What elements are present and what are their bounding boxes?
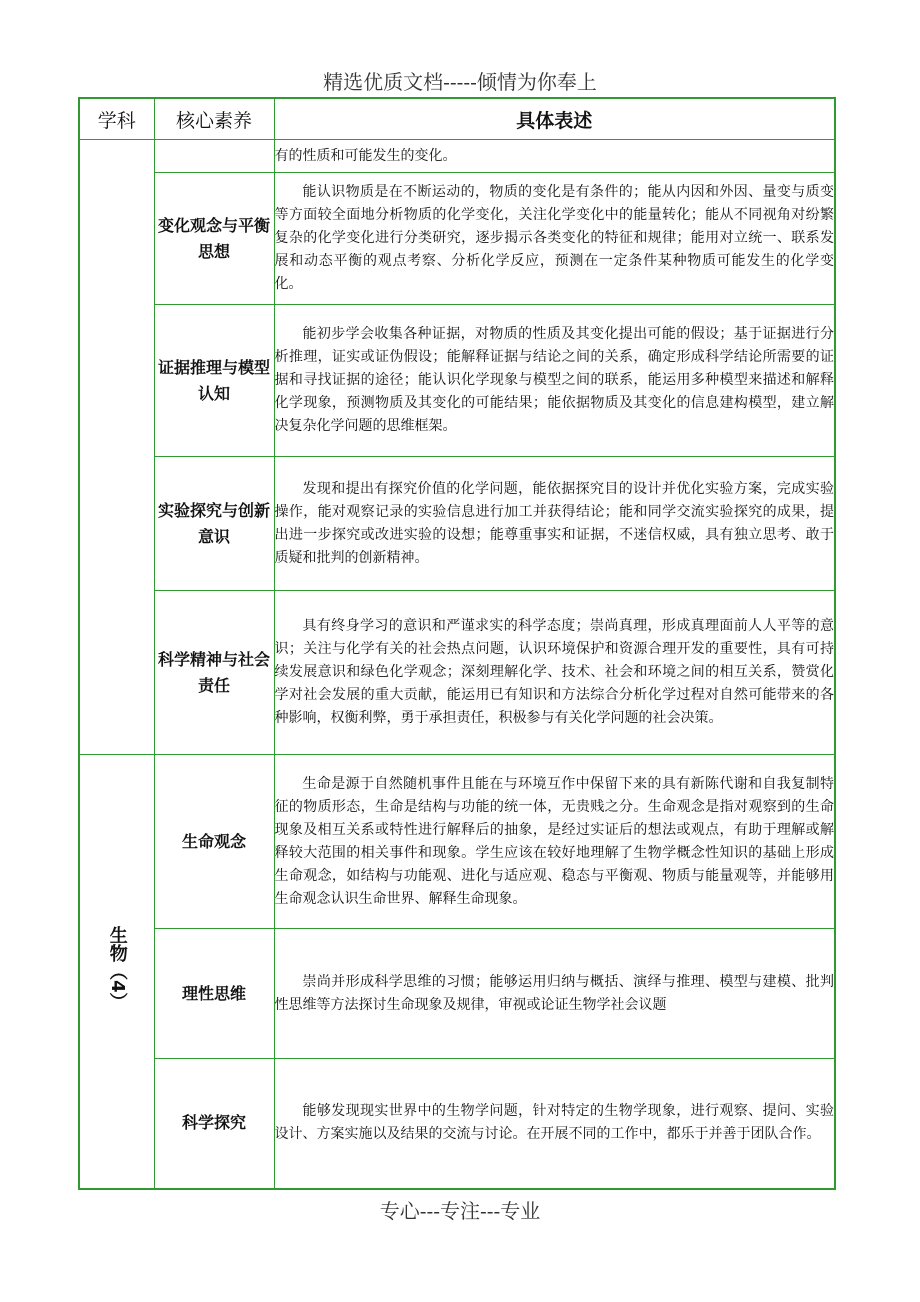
table-row <box>79 591 835 755</box>
description-text: 具有终身学习的意识和严谨求实的科学态度；崇尚真理，形成真理面前人人平等的意识；关注与化学有关的社会热点问题，认识环境保护和资源合理开发的重要性，具有可持续发展意识和绿色化学观念；深刻理解化学、技术、社会和环境之间的相互关系，赞赏化学对社会发展的重大贡献，能运用已有知识和方法综合分析化学过程对自然可能带来的各种影响，权衡利弊，勇于承担责任，积极参与有关化学问题的社会决策。 <box>274 618 834 726</box>
table-header-row <box>79 98 835 140</box>
header-competency: 核心素养 <box>154 98 274 140</box>
description-cell <box>274 457 835 591</box>
description-text: 能认识物质是在不断运动的，物质的变化是有条件的；能从内因和外因、量变与质变等方面较全面地分析物质的化学变化，关注化学变化中的能量转化；能从不同视角对纷繁复杂的化学变化进行分类研究，逐步揭示各类变化的特征和规律；能用对立统一、联系发展和动态平衡的观点考察、分析化学反应，预测在一定条件某种物质可能发生的化学变化。 <box>274 184 834 292</box>
description-text: 生命是源于自然随机事件且能在与环境互作中保留下来的具有新陈代谢和自我复制特征的物质形态，生命是结构与功能的统一体，无贵贱之分。生命观念是指对观察到的生命现象及相互关系或特性进行解释后的抽象，是经过实证后的想法或观点，有助于理解或解释较大范围的相关事件和现象。学生应该在较好地理解了生物学概念性知识的基础上形成生命观念，如结构与功能观、进化与适应观、稳态与平衡观、物质与能量观等，并能够用生命观念认识生命世界、解释生命现象。 <box>274 775 834 907</box>
description-cell <box>274 305 835 457</box>
competency-cell: 实验探究与创新意识 <box>154 457 274 591</box>
competency-cell: 证据推理与模型认知 <box>154 305 274 457</box>
subject-label: 生物（4） <box>106 926 128 1012</box>
competency-cell: 科学探究 <box>154 1059 274 1189</box>
table-row <box>79 140 835 173</box>
description-cell <box>274 140 835 173</box>
description-text: 发现和提出有探究价值的化学问题，能依据探究目的设计并优化实验方案，完成实验操作，能对观察记录的实验信息进行加工并获得结论；能和同学交流实验探究的成果，提出进一步探究或改进实验的设想；能尊重事实和证据，不迷信权威，具有独立思考、敢于质疑和批判的创新精神。 <box>274 480 834 566</box>
description-cell <box>274 591 835 755</box>
table-row <box>79 305 835 457</box>
table-row <box>79 1059 835 1189</box>
description-text: 能初步学会收集各种证据，对物质的性质及其变化提出可能的假设；基于证据进行分析推理，证实或证伪假设；能解释证据与结论之间的关系，确定形成科学结论所需要的证据和寻找证据的途径；能认识化学现象与模型之间的联系，能运用多种模型来描述和解释化学现象，预测物质及其变化的可能结果；能依据物质及其变化的信息建构模型，建立解决复杂化学问题的思维框架。 <box>274 326 834 434</box>
table-row <box>79 173 835 305</box>
table-row <box>79 457 835 591</box>
competency-cell <box>154 140 274 173</box>
description-text: 有的性质和可能发生的变化。 <box>274 147 457 164</box>
page-footer: 专心---专注---专业 <box>379 1199 541 1223</box>
description-text: 能够发现现实世界中的生物学问题，针对特定的生物学现象，进行观察、提问、实验设计、方案实施以及结果的交流与讨论。在开展不同的工作中，都乐于并善于团队合作。 <box>274 1103 834 1143</box>
header-subject: 学科 <box>79 98 154 140</box>
competency-cell: 生命观念 <box>154 755 274 929</box>
subject-cell-chemistry <box>79 140 154 755</box>
competency-table <box>78 97 836 1190</box>
page-header: 精选优质文档-----倾情为你奉上 <box>323 70 597 94</box>
description-text: 崇尚并形成科学思维的习惯；能够运用归纳与概括、演绎与推理、模型与建模、批判性思维等方法探讨生命现象及规律，审视或论证生物学社会议题 <box>274 973 834 1013</box>
header-description: 具体表述 <box>274 98 835 140</box>
description-cell <box>274 929 835 1059</box>
description-cell <box>274 755 835 929</box>
competency-cell: 变化观念与平衡思想 <box>154 173 274 305</box>
subject-cell-biology <box>79 755 154 1189</box>
table-row <box>79 755 835 929</box>
table-row <box>79 929 835 1059</box>
competency-cell: 理性思维 <box>154 929 274 1059</box>
competency-cell: 科学精神与社会责任 <box>154 591 274 755</box>
description-cell <box>274 1059 835 1189</box>
description-cell <box>274 173 835 305</box>
